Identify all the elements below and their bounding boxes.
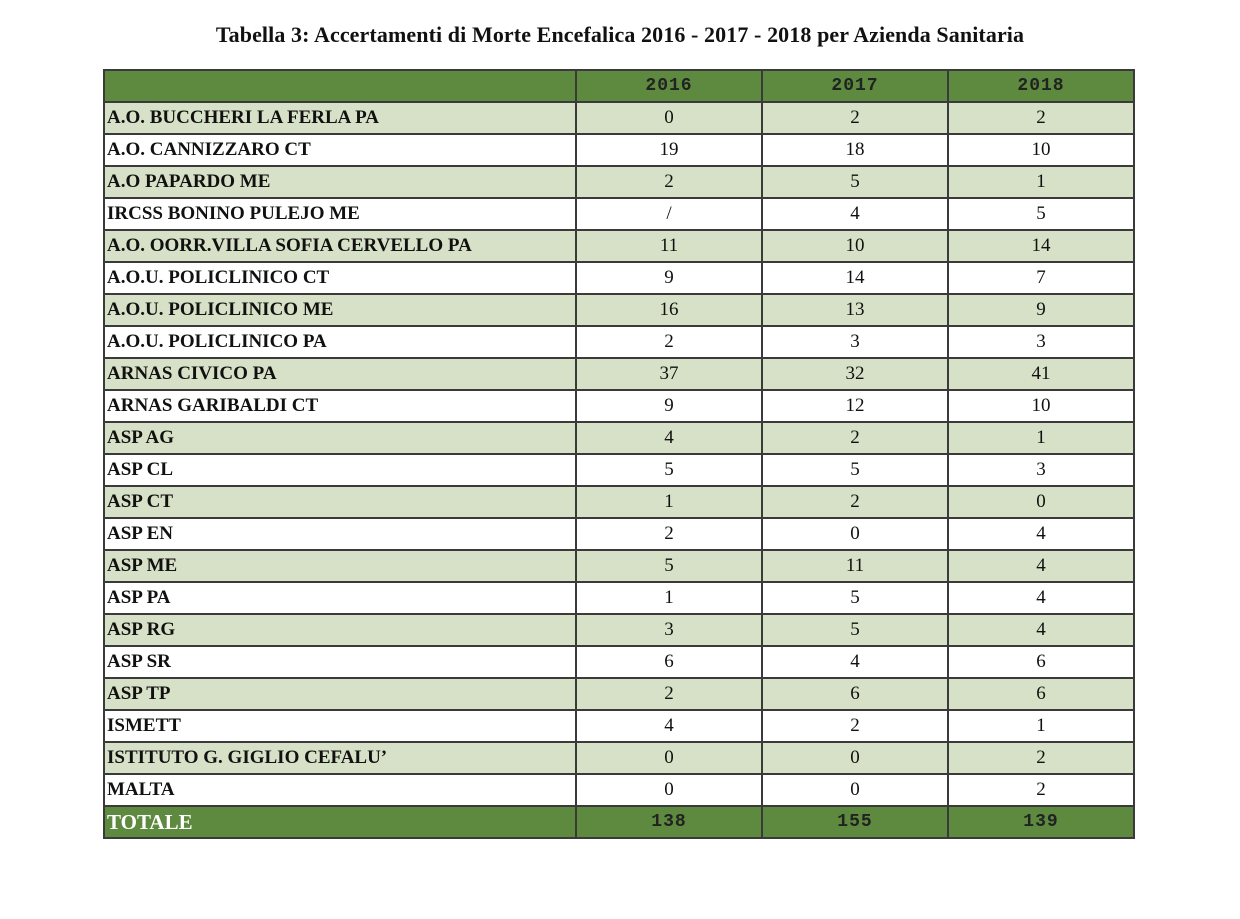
table-row <box>104 582 1134 614</box>
row-name-cell: ASP SR <box>104 646 576 678</box>
row-value-cell: 19 <box>576 134 762 166</box>
row-value-cell: 5 <box>948 198 1134 230</box>
header-blank-cell <box>104 70 576 102</box>
table-row <box>104 198 1134 230</box>
row-name-cell: ISMETT <box>104 710 576 742</box>
table-row <box>104 294 1134 326</box>
row-value-cell: 5 <box>762 166 948 198</box>
row-value-cell: 1 <box>948 422 1134 454</box>
row-value-cell: 5 <box>762 454 948 486</box>
row-value-cell: 2 <box>762 422 948 454</box>
table-row <box>104 454 1134 486</box>
row-value-cell: 3 <box>576 614 762 646</box>
row-value-cell: 4 <box>948 518 1134 550</box>
row-value-cell: 0 <box>762 774 948 806</box>
table-row <box>104 646 1134 678</box>
row-name-cell: A.O. BUCCHERI LA FERLA PA <box>104 102 576 134</box>
row-value-cell: 14 <box>762 262 948 294</box>
row-value-cell: 4 <box>762 646 948 678</box>
row-value-cell: 18 <box>762 134 948 166</box>
row-value-cell: 6 <box>576 646 762 678</box>
row-name-cell: A.O.U. POLICLINICO ME <box>104 294 576 326</box>
table-row <box>104 678 1134 710</box>
row-name-cell: ASP CL <box>104 454 576 486</box>
row-value-cell: 10 <box>762 230 948 262</box>
row-value-cell: 5 <box>576 454 762 486</box>
row-value-cell: 14 <box>948 230 1134 262</box>
total-value-cell: 155 <box>762 806 948 838</box>
row-name-cell: ASP ME <box>104 550 576 582</box>
table-row <box>104 422 1134 454</box>
row-name-cell: ASP EN <box>104 518 576 550</box>
row-value-cell: 2 <box>948 102 1134 134</box>
row-value-cell: 0 <box>576 102 762 134</box>
table-row <box>104 742 1134 774</box>
total-value-cell: 139 <box>948 806 1134 838</box>
table-row <box>104 774 1134 806</box>
row-name-cell: ASP PA <box>104 582 576 614</box>
table-row <box>104 550 1134 582</box>
row-value-cell: 11 <box>762 550 948 582</box>
row-name-cell: IRCSS BONINO PULEJO ME <box>104 198 576 230</box>
row-value-cell: 2 <box>762 710 948 742</box>
row-name-cell: ASP CT <box>104 486 576 518</box>
row-value-cell: 5 <box>762 582 948 614</box>
row-value-cell: 2 <box>762 486 948 518</box>
row-value-cell: 1 <box>948 166 1134 198</box>
total-row <box>104 806 1134 838</box>
row-value-cell: / <box>576 198 762 230</box>
table-row <box>104 166 1134 198</box>
header-row <box>104 70 1134 102</box>
row-value-cell: 4 <box>948 614 1134 646</box>
row-name-cell: MALTA <box>104 774 576 806</box>
row-value-cell: 6 <box>948 646 1134 678</box>
row-value-cell: 12 <box>762 390 948 422</box>
row-value-cell: 0 <box>948 486 1134 518</box>
table-row <box>104 518 1134 550</box>
row-value-cell: 2 <box>948 774 1134 806</box>
row-value-cell: 5 <box>576 550 762 582</box>
row-value-cell: 4 <box>576 422 762 454</box>
total-label-cell: TOTALE <box>104 806 576 838</box>
table-row <box>104 710 1134 742</box>
row-value-cell: 13 <box>762 294 948 326</box>
row-name-cell: ARNAS GARIBALDI CT <box>104 390 576 422</box>
table-row <box>104 134 1134 166</box>
table-row <box>104 390 1134 422</box>
row-value-cell: 9 <box>576 262 762 294</box>
row-value-cell: 16 <box>576 294 762 326</box>
row-value-cell: 2 <box>948 742 1134 774</box>
row-value-cell: 32 <box>762 358 948 390</box>
row-value-cell: 4 <box>576 710 762 742</box>
row-value-cell: 9 <box>948 294 1134 326</box>
row-value-cell: 3 <box>948 454 1134 486</box>
row-value-cell: 9 <box>576 390 762 422</box>
row-value-cell: 41 <box>948 358 1134 390</box>
row-name-cell: A.O.U. POLICLINICO PA <box>104 326 576 358</box>
header-year-2018: 2018 <box>948 70 1134 102</box>
table-row <box>104 230 1134 262</box>
table-row <box>104 486 1134 518</box>
row-value-cell: 2 <box>576 518 762 550</box>
row-value-cell: 10 <box>948 134 1134 166</box>
table-row <box>104 614 1134 646</box>
row-value-cell: 6 <box>762 678 948 710</box>
table-row <box>104 326 1134 358</box>
data-table <box>103 69 1135 839</box>
row-value-cell: 0 <box>762 742 948 774</box>
row-value-cell: 1 <box>948 710 1134 742</box>
row-name-cell: ASP RG <box>104 614 576 646</box>
row-name-cell: A.O PAPARDO ME <box>104 166 576 198</box>
table-row <box>104 262 1134 294</box>
row-name-cell: A.O. CANNIZZARO CT <box>104 134 576 166</box>
row-value-cell: 5 <box>762 614 948 646</box>
row-value-cell: 2 <box>576 326 762 358</box>
row-name-cell: ASP TP <box>104 678 576 710</box>
header-year-2016: 2016 <box>576 70 762 102</box>
row-value-cell: 10 <box>948 390 1134 422</box>
row-name-cell: A.O. OORR.VILLA SOFIA CERVELLO PA <box>104 230 576 262</box>
row-value-cell: 4 <box>762 198 948 230</box>
row-value-cell: 1 <box>576 582 762 614</box>
table-body <box>104 102 1134 838</box>
row-name-cell: ASP AG <box>104 422 576 454</box>
row-value-cell: 3 <box>948 326 1134 358</box>
row-name-cell: ISTITUTO G. GIGLIO CEFALU’ <box>104 742 576 774</box>
row-value-cell: 7 <box>948 262 1134 294</box>
row-value-cell: 6 <box>948 678 1134 710</box>
row-value-cell: 2 <box>576 678 762 710</box>
row-value-cell: 37 <box>576 358 762 390</box>
header-year-2017: 2017 <box>762 70 948 102</box>
row-value-cell: 0 <box>576 742 762 774</box>
row-value-cell: 2 <box>576 166 762 198</box>
row-value-cell: 3 <box>762 326 948 358</box>
table-row <box>104 102 1134 134</box>
row-value-cell: 4 <box>948 582 1134 614</box>
row-value-cell: 11 <box>576 230 762 262</box>
row-value-cell: 0 <box>576 774 762 806</box>
row-value-cell: 4 <box>948 550 1134 582</box>
table-title: Tabella 3: Accertamenti di Morte Encefalica 2016 - 2017 - 2018 per Azienda Sanitaria <box>215 22 1025 47</box>
table-row <box>104 358 1134 390</box>
row-value-cell: 1 <box>576 486 762 518</box>
row-value-cell: 2 <box>762 102 948 134</box>
total-value-cell: 138 <box>576 806 762 838</box>
row-value-cell: 0 <box>762 518 948 550</box>
row-name-cell: ARNAS CIVICO PA <box>104 358 576 390</box>
row-name-cell: A.O.U. POLICLINICO CT <box>104 262 576 294</box>
